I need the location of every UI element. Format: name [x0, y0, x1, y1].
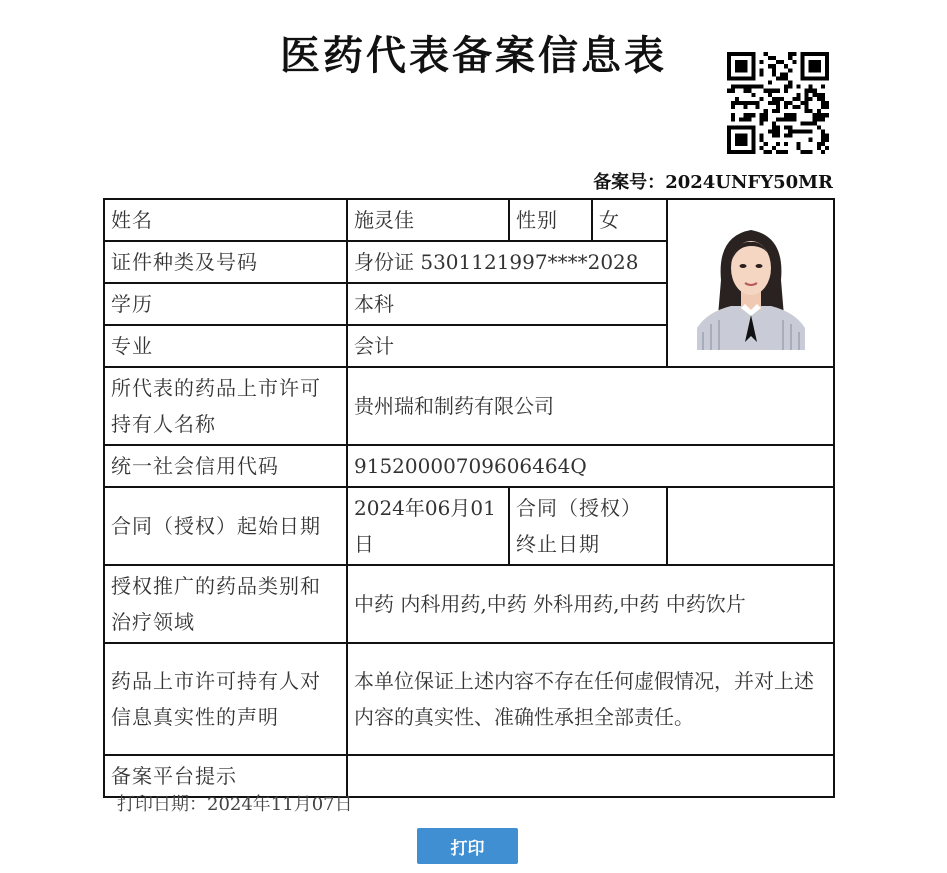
- name-value: 施灵佳: [347, 199, 509, 241]
- id-value: 身份证 5301121997****2028: [347, 241, 667, 283]
- contract-start-value: 2024年06月01日: [347, 487, 509, 565]
- gender-label: 性别: [509, 199, 592, 241]
- name-label: 姓名: [104, 199, 347, 241]
- credit-code-label: 统一社会信用代码: [104, 445, 347, 487]
- contract-end-label: 合同（授权）终止日期: [509, 487, 667, 565]
- platform-tips-value: [347, 755, 834, 797]
- record-number-value: 2024UNFY50MR: [665, 172, 833, 193]
- contract-start-label: 合同（授权）起始日期: [104, 487, 347, 565]
- holder-value: 贵州瑞和制药有限公司: [347, 367, 834, 445]
- statement-label: 药品上市许可持有人对信息真实性的声明: [104, 643, 347, 755]
- photo-cell: [667, 199, 834, 367]
- education-value: 本科: [347, 283, 667, 325]
- print-button[interactable]: 打印: [417, 828, 518, 864]
- education-label: 学历: [104, 283, 347, 325]
- info-table: [103, 198, 835, 798]
- print-date: [117, 790, 353, 816]
- qr-code-icon: [727, 52, 829, 154]
- statement-value: 本单位保证上述内容不存在任何虚假情况，并对上述内容的真实性、准确性承担全部责任。: [347, 643, 834, 755]
- contract-end-value: [667, 487, 834, 565]
- gender-value: 女: [592, 199, 667, 241]
- portrait-photo: [697, 216, 805, 350]
- id-label: 证件种类及号码: [104, 241, 347, 283]
- platform-tips-label: 备案平台提示: [104, 755, 347, 797]
- scope-value: 中药 内科用药,中药 外科用药,中药 中药饮片: [347, 565, 834, 643]
- credit-code-value: 91520000709606464Q: [347, 445, 834, 487]
- print-date-label: 打印日期：: [117, 794, 207, 815]
- record-number: [593, 168, 833, 194]
- page-title: 医药代表备案信息表: [280, 32, 667, 79]
- scope-label: 授权推广的药品类别和治疗领域: [104, 565, 347, 643]
- major-value: 会计: [347, 325, 667, 367]
- major-label: 专业: [104, 325, 347, 367]
- print-date-value: 2024年11月07日: [207, 794, 353, 815]
- record-number-label: 备案号：: [593, 172, 666, 193]
- holder-label: 所代表的药品上市许可持有人名称: [104, 367, 347, 445]
